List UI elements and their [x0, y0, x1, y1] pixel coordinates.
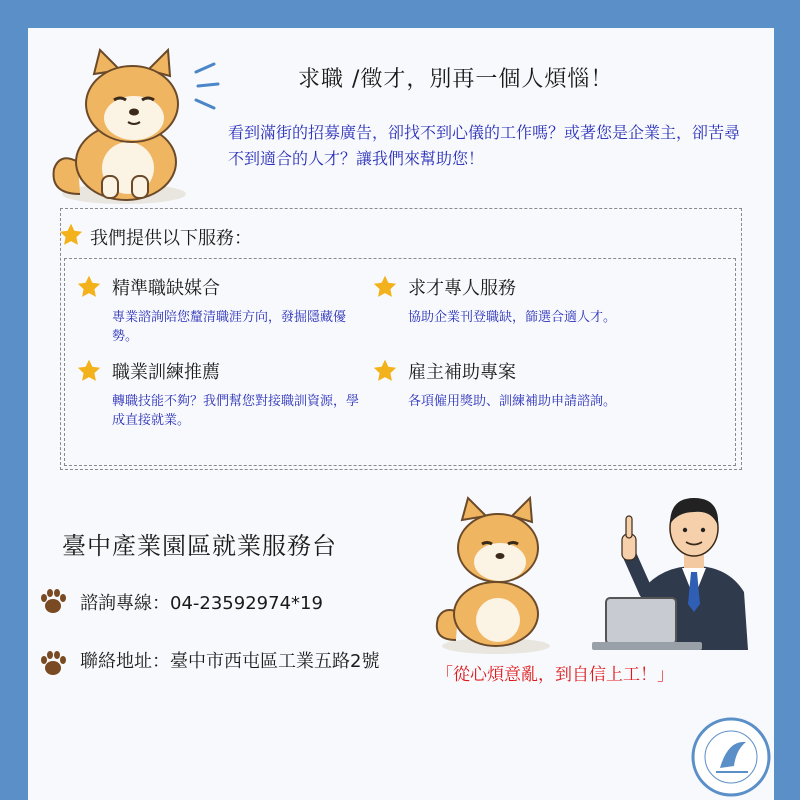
shiba-businessman-illustration: [432, 480, 762, 656]
services-heading: 我們提供以下服務：: [90, 228, 252, 249]
office-name: 臺中產業園區就業服務台: [62, 532, 337, 560]
paw-icon: [38, 648, 68, 678]
service-desc: 轉職技能不夠？我們幫您對接職訓資源，學成直接就業。: [112, 394, 360, 428]
service-title: 雇主補助專案: [408, 362, 516, 383]
service-title: 職業訓練推薦: [112, 362, 220, 383]
paw-icon: [38, 586, 68, 616]
slogan-text: 「從心煩意亂，到自信上工！」: [436, 665, 674, 685]
contact-phone: 諮詢專線：04-23592974*19: [80, 593, 323, 614]
star-icon: [76, 274, 102, 300]
agency-logo: [690, 716, 772, 798]
page-title: 求職 /徵才，別再一個人煩惱！: [298, 67, 614, 92]
star-icon: [372, 358, 398, 384]
poster-card: [28, 28, 774, 800]
service-desc: 協助企業刊登職缺，篩選合適人才。: [408, 310, 617, 325]
service-title: 求才專人服務: [408, 278, 516, 299]
service-desc: 專業諮詢陪您釐清職涯方向，發掘隱藏優勢。: [112, 310, 347, 344]
star-icon: [372, 274, 398, 300]
intro-text: 看到滿街的招募廣告，卻找不到心儀的工作嗎？或著您是企業主，卻苦尋不到適合的人才？讓我們來幫助您！: [228, 123, 741, 168]
service-title: 精準職缺媒合: [112, 278, 220, 299]
star-icon: [76, 358, 102, 384]
contact-address: 聯絡地址：臺中市西屯區工業五路2號: [80, 651, 380, 672]
star-icon: [58, 222, 84, 248]
service-desc: 各項僱用獎助、訓練補助申請諮詢。: [408, 394, 617, 409]
alert-lines-icon: [192, 62, 222, 112]
